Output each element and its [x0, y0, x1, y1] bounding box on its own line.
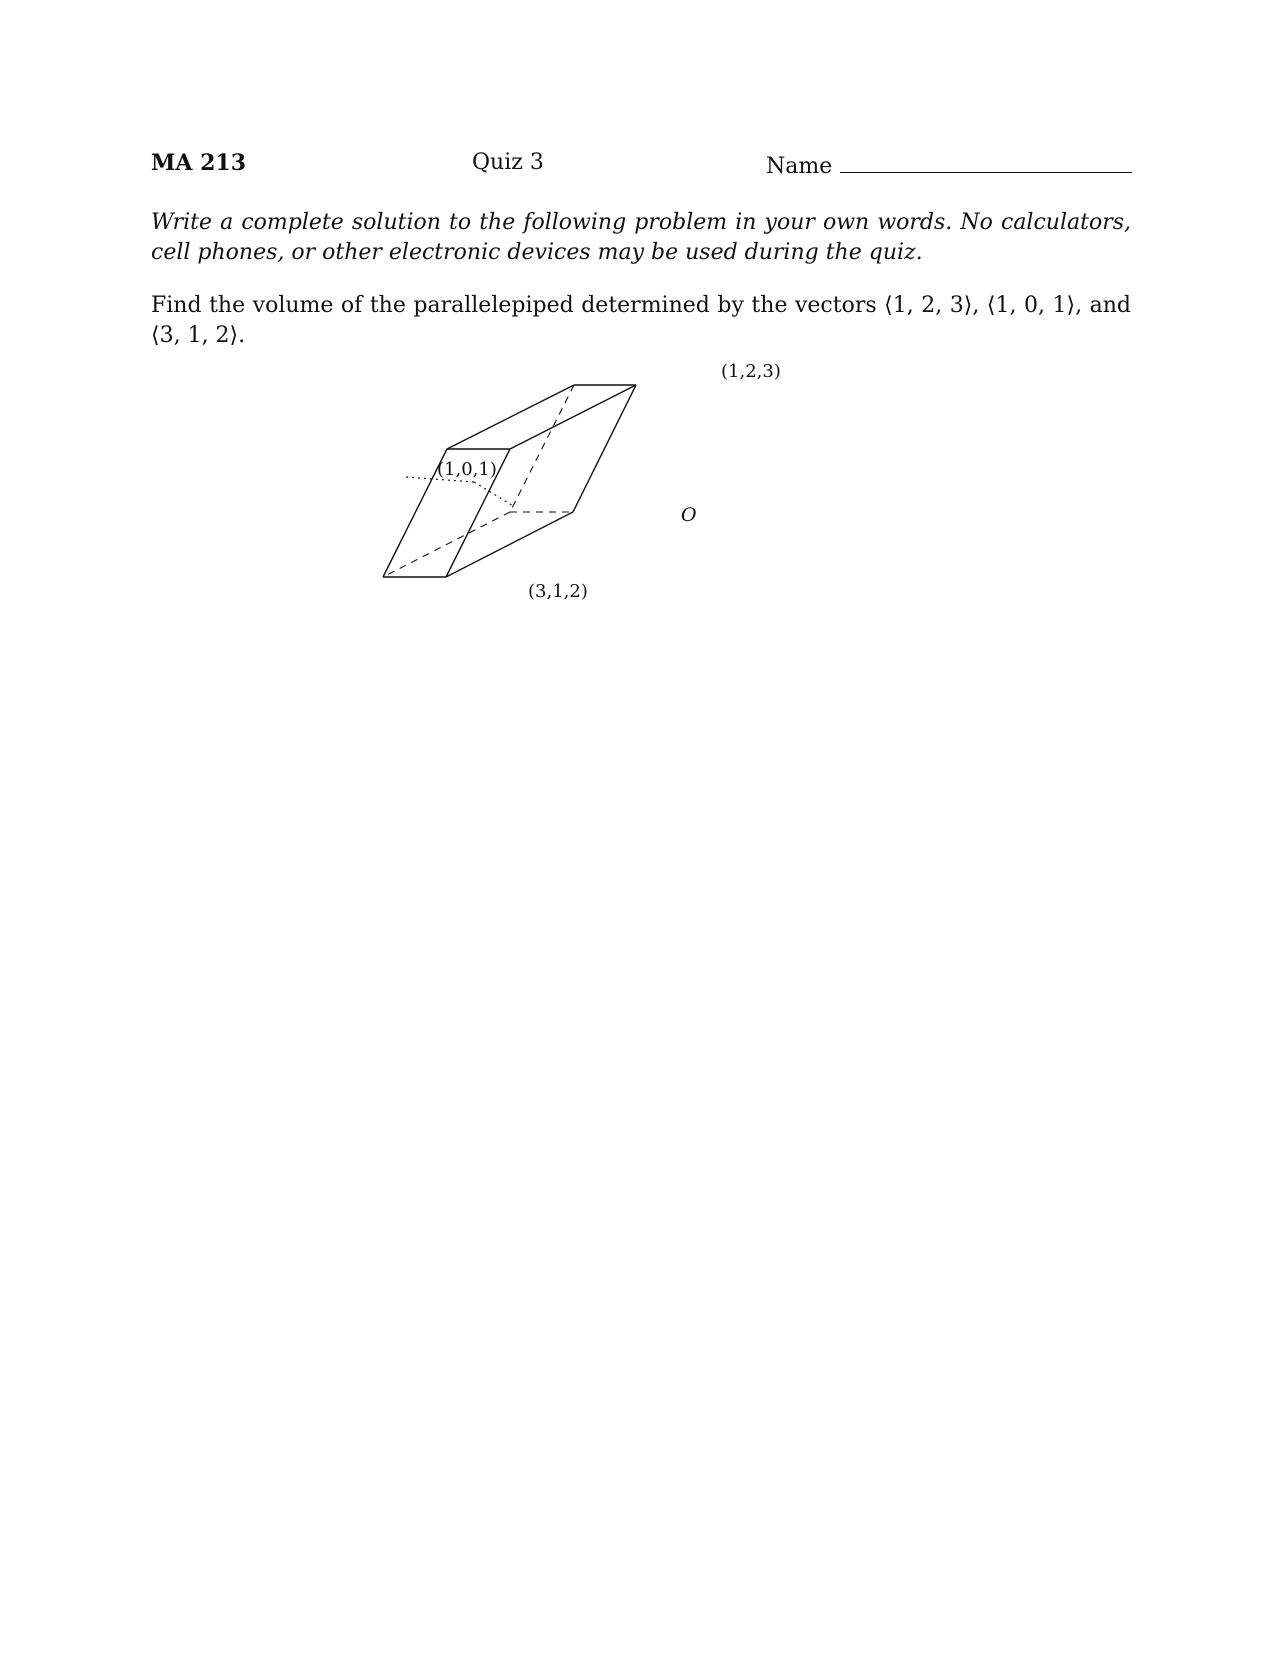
- course-code: MA 213: [151, 150, 247, 176]
- edge-hidden-vertical: [510, 385, 574, 512]
- name-field: [766, 150, 1132, 179]
- edge-hidden-diagonal: [383, 512, 510, 577]
- parallelepiped-diagram: [437, 361, 840, 640]
- quiz-title: Quiz 3: [472, 150, 544, 175]
- edge-right-long: [573, 385, 636, 512]
- label-origin: O: [681, 504, 697, 526]
- edge-bottom-right: [446, 512, 573, 577]
- problem-statement: Find the volume of the parallelepiped determined by the vectors ⟨1, 2, 3⟩, ⟨1, 0, 1⟩, and ⟨3, 1, 2⟩.: [151, 293, 1131, 348]
- quiz-header: [151, 150, 1131, 190]
- edge-top-left: [447, 385, 574, 449]
- label-vector-a: (1,2,3): [721, 361, 781, 382]
- parallelepiped-figure: [437, 361, 840, 640]
- edge-top-right: [510, 385, 636, 449]
- label-vector-b: (1,0,1): [437, 459, 497, 480]
- name-label: Name: [766, 154, 833, 179]
- instructions: Write a complete solution to the following problem in your own words. No calculators, cell phones, or other electronic devices may be used during the quiz.: [151, 210, 1131, 265]
- name-blank-line: [840, 150, 1132, 173]
- leader-dotted: [474, 482, 515, 507]
- label-vector-c: (3,1,2): [528, 581, 588, 602]
